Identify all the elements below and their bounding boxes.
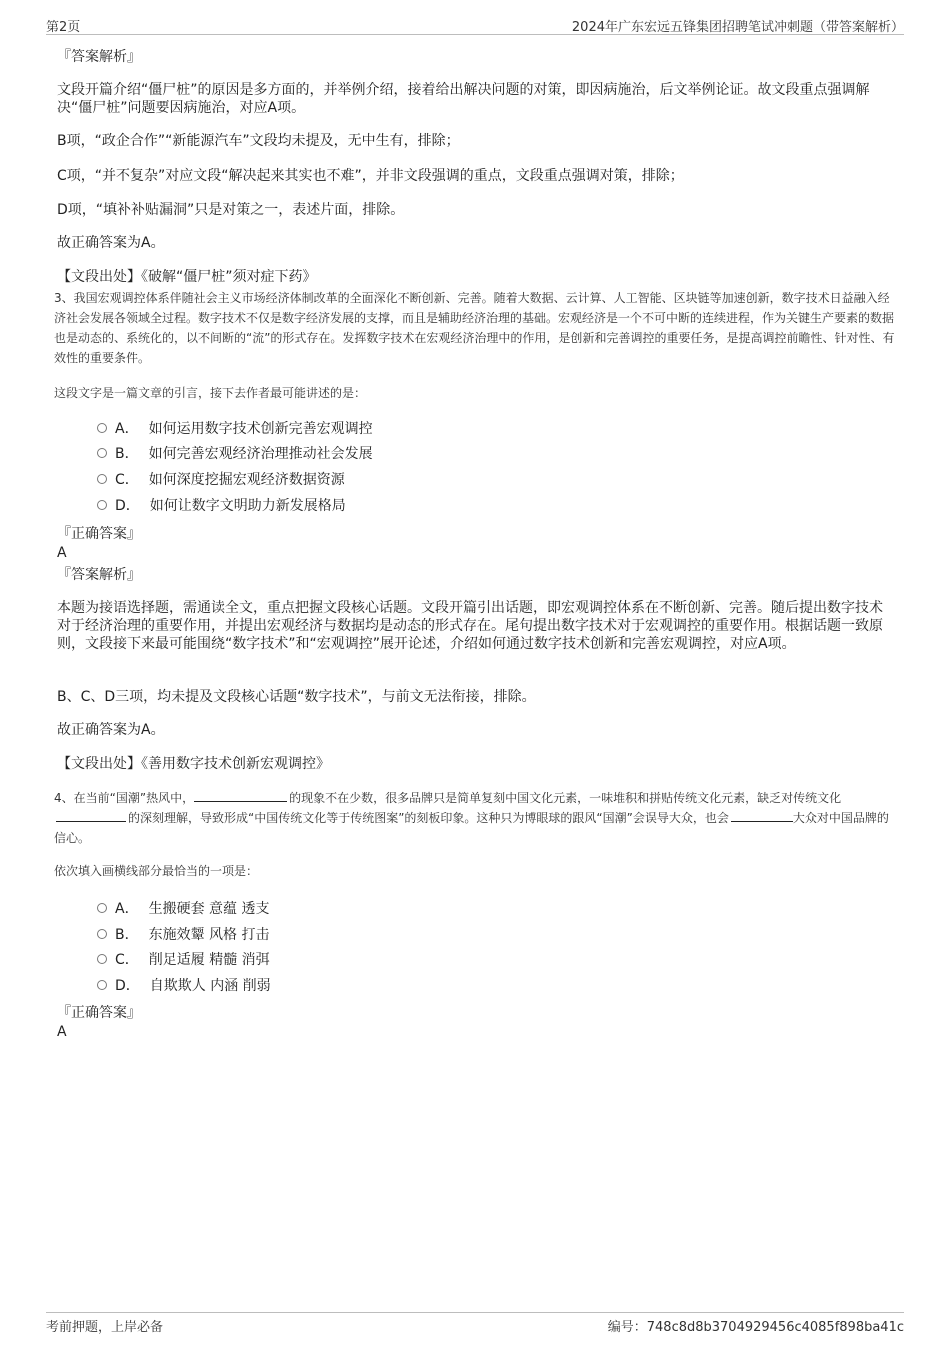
document-id: 编号：748c8d8b3704929456c4085f898ba41c — [607, 1320, 904, 1335]
question-4-option-b[interactable]: B． 东施效颦 风格 打击 — [97, 926, 270, 944]
analysis-conclusion: 故正确答案为A。 — [57, 722, 165, 738]
question-3-option-d[interactable]: D． 如何让数字文明助力新发展格局 — [97, 497, 346, 515]
analysis-option-d: D项，“填补补贴漏洞”只是对策之一，表述片面，排除。 — [57, 202, 405, 218]
analysis-heading: 『答案解析』 — [57, 49, 141, 65]
radio-icon[interactable] — [97, 980, 107, 990]
analysis-conclusion: 故正确答案为A。 — [57, 235, 165, 251]
analysis-option-b: B项，“政企合作”“新能源汽车”文段均未提及，无中生有，排除； — [57, 133, 460, 149]
radio-icon[interactable] — [97, 500, 107, 510]
page-number: 第2页 — [46, 20, 81, 35]
document-title: 2024年广东宏远五锋集团招聘笔试冲刺题（带答案解析） — [571, 20, 904, 35]
question-4-option-c[interactable]: C． 削足适履 精髓 消弭 — [97, 951, 270, 969]
question-4-prompt: 依次填入画横线部分最恰当的一项是： — [54, 864, 259, 878]
source-citation: 【文段出处】《善用数字技术创新宏观调控》 — [57, 756, 330, 772]
question-3-option-c[interactable]: C． 如何深度挖掘宏观经济数据资源 — [97, 471, 345, 489]
analysis-paragraph: 本题为接语选择题，需通读全文，重点把握文段核心话题。文段开篇引出话题，即宏观调控体系在不断创新、完善。随后提出数字技术对于经济治理的重要作用，并提出宏观经济与数据均是动态的形式存在。尾句提出数字技术对于宏观调控的重要作用。根据话题一致原则，文段接下来最可能围绕“数字技术”和“宏观调控”展开论述，介绍如何通过数字技术创新和完善宏观调控，对应A项。 — [57, 600, 883, 652]
analysis-option-c: C项，“并不复杂”对应文段“解决起来其实也不难”，并非文段强调的重点，文段重点强调对策，排除； — [57, 168, 684, 184]
radio-icon[interactable] — [97, 929, 107, 939]
radio-icon[interactable] — [97, 448, 107, 458]
question-4-option-a[interactable]: A． 生搬硬套 意蕴 透支 — [97, 900, 269, 918]
fill-blank[interactable] — [194, 789, 287, 802]
radio-icon[interactable] — [97, 903, 107, 913]
page-header — [46, 14, 904, 35]
answer-heading: 『正确答案』 — [57, 526, 141, 542]
radio-icon[interactable] — [97, 954, 107, 964]
analysis-heading: 『答案解析』 — [57, 567, 141, 583]
question-4-option-d[interactable]: D． 自欺欺人 内涵 削弱 — [97, 977, 271, 995]
radio-icon[interactable] — [97, 423, 107, 433]
analysis-paragraph: 文段开篇介绍“僵尸桩”的原因是多方面的，并举例介绍，接着给出解决问题的对策，即因病施治，后文举例论证。故文段重点强调解决“僵尸桩”问题要因病施治，对应A项。 — [57, 82, 870, 116]
correct-answer: A — [57, 1024, 67, 1040]
radio-icon[interactable] — [97, 474, 107, 484]
footer-slogan: 考前押题，上岸必备 — [46, 1320, 164, 1335]
page-footer — [46, 1312, 904, 1335]
correct-answer: A — [57, 545, 67, 561]
fill-blank[interactable] — [56, 809, 126, 822]
question-3-prompt: 这段文字是一篇文章的引言，接下去作者最可能讲述的是： — [54, 386, 367, 400]
fill-blank[interactable] — [731, 809, 793, 822]
analysis-options-bcd: B、C、D三项，均未提及文段核心话题“数字技术”，与前文无法衔接，排除。 — [57, 689, 536, 705]
question-4-stem: 4、在当前“国潮”热风中， 的现象不在少数，很多品牌只是简单复刻中国文化元素，一味堆积和拼贴传统文化元素，缺乏对传统文化的深刻理解，导致形成“中国传统文化等于传统图案”的刻板印象。这种只为博眼球的跟风“国潮”会误导大众，也会 大众对中国品牌的信心。 — [54, 791, 889, 845]
question-3-option-b[interactable]: B． 如何完善宏观经济治理推动社会发展 — [97, 445, 373, 463]
answer-heading: 『正确答案』 — [57, 1005, 141, 1021]
question-3-option-a[interactable]: A． 如何运用数字技术创新完善宏观调控 — [97, 420, 373, 438]
question-3-stem: 3、我国宏观调控体系伴随社会主义市场经济体制改革的全面深化不断创新、完善。随着大数据、云计算、人工智能、区块链等加速创新，数字技术日益融入经济社会发展各领域全过程。数字技术不仅是数字经济发展的支撑，而且是辅助经济治理的基础。宏观经济是一个不可中断的连续进程，作为关键生产要素的数据也是动态的、系统化的，以不间断的“流”的形式存在。发挥数字技术在宏观经济治理中的作用，是创新和完善调控的重要任务，是提高调控前瞻性、针对性、有效性的重要条件。 — [54, 291, 895, 365]
source-citation: 【文段出处】《破解“僵尸桩”须对症下药》 — [57, 269, 317, 285]
